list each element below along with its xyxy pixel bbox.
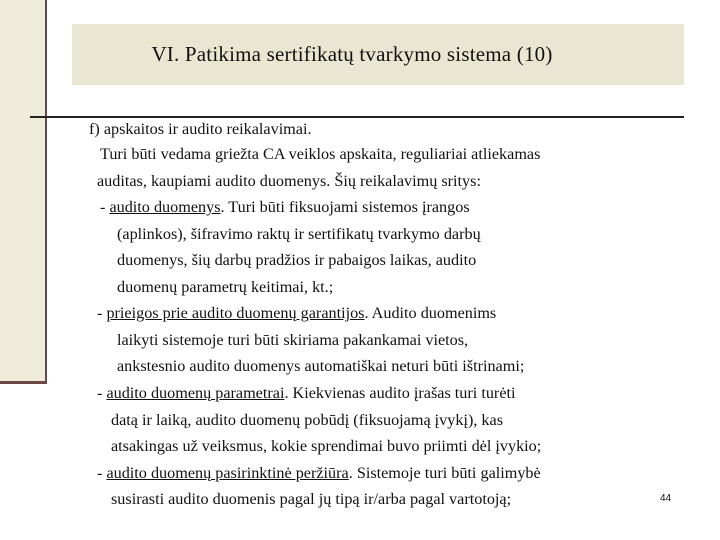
item-continuation: duomenys, šių darbų pradžios ir pabaigos laikas, audito bbox=[117, 251, 477, 269]
title-box bbox=[72, 24, 684, 85]
bullet-dash: - bbox=[97, 304, 107, 322]
item-continuation: datą ir laiką, audito duomenų pobūdį (fiksuojamą įvykį), kas bbox=[111, 411, 504, 429]
item-text: . Turi būti fiksuojami sistemos įrangos bbox=[220, 198, 470, 216]
list-item-selective-review bbox=[97, 463, 541, 483]
intro-line-2: auditas, kaupiami audito duomenys. Šių reikalavimų sritys: bbox=[97, 172, 481, 190]
item-continuation: susirasti audito duomenis pagal jų tipą ir/arba pagal vartotoją; bbox=[111, 490, 512, 508]
item-term: prieigos prie audito duomenų garantijos bbox=[106, 304, 365, 322]
item-text: . Sistemoje turi būti galimybė bbox=[348, 464, 541, 482]
item-term: audito duomenys bbox=[109, 198, 221, 216]
bullet-dash: - bbox=[100, 198, 110, 216]
body-heading: f) apskaitos ir audito reikalavimai. bbox=[89, 120, 312, 138]
slide-title: VI. Patikima sertifikatų tvarkymo sistema (10) bbox=[151, 42, 553, 66]
item-continuation: atsakingas už veiksmus, kokie sprendimai buvo priimti dėl įvykio; bbox=[111, 437, 542, 455]
left-decor-bar-end bbox=[0, 381, 47, 384]
item-term: audito duomenų pasirinktinė peržiūra bbox=[106, 464, 349, 482]
intro-line-1: Turi būti vedama griežta CA veiklos apskaita, reguliariai atliekamas bbox=[100, 145, 541, 163]
item-text: . Audito duomenims bbox=[364, 304, 497, 322]
item-continuation: (aplinkos), šifravimo raktų ir sertifikatų tvarkymo darbų bbox=[117, 225, 481, 243]
page-number: 44 bbox=[660, 493, 672, 504]
title-divider bbox=[30, 116, 684, 118]
list-item-audit-parameters bbox=[97, 383, 516, 403]
item-continuation: ankstesnio audito duomenys automatiškai neturi būti ištrinami; bbox=[117, 357, 525, 375]
left-decor-bar bbox=[0, 0, 47, 382]
item-text: . Kiekvienas audito įrašas turi turėti bbox=[284, 384, 516, 402]
list-item-access-guarantees bbox=[97, 303, 496, 323]
list-item-audit-data bbox=[100, 197, 470, 217]
item-continuation: laikyti sistemoje turi būti skiriama pakankamai vietos, bbox=[117, 331, 469, 349]
bullet-dash: - bbox=[97, 464, 107, 482]
bullet-dash: - bbox=[97, 384, 107, 402]
item-term: audito duomenų parametrai bbox=[106, 384, 285, 402]
item-continuation: duomenų parametrų keitimai, kt.; bbox=[117, 278, 334, 296]
